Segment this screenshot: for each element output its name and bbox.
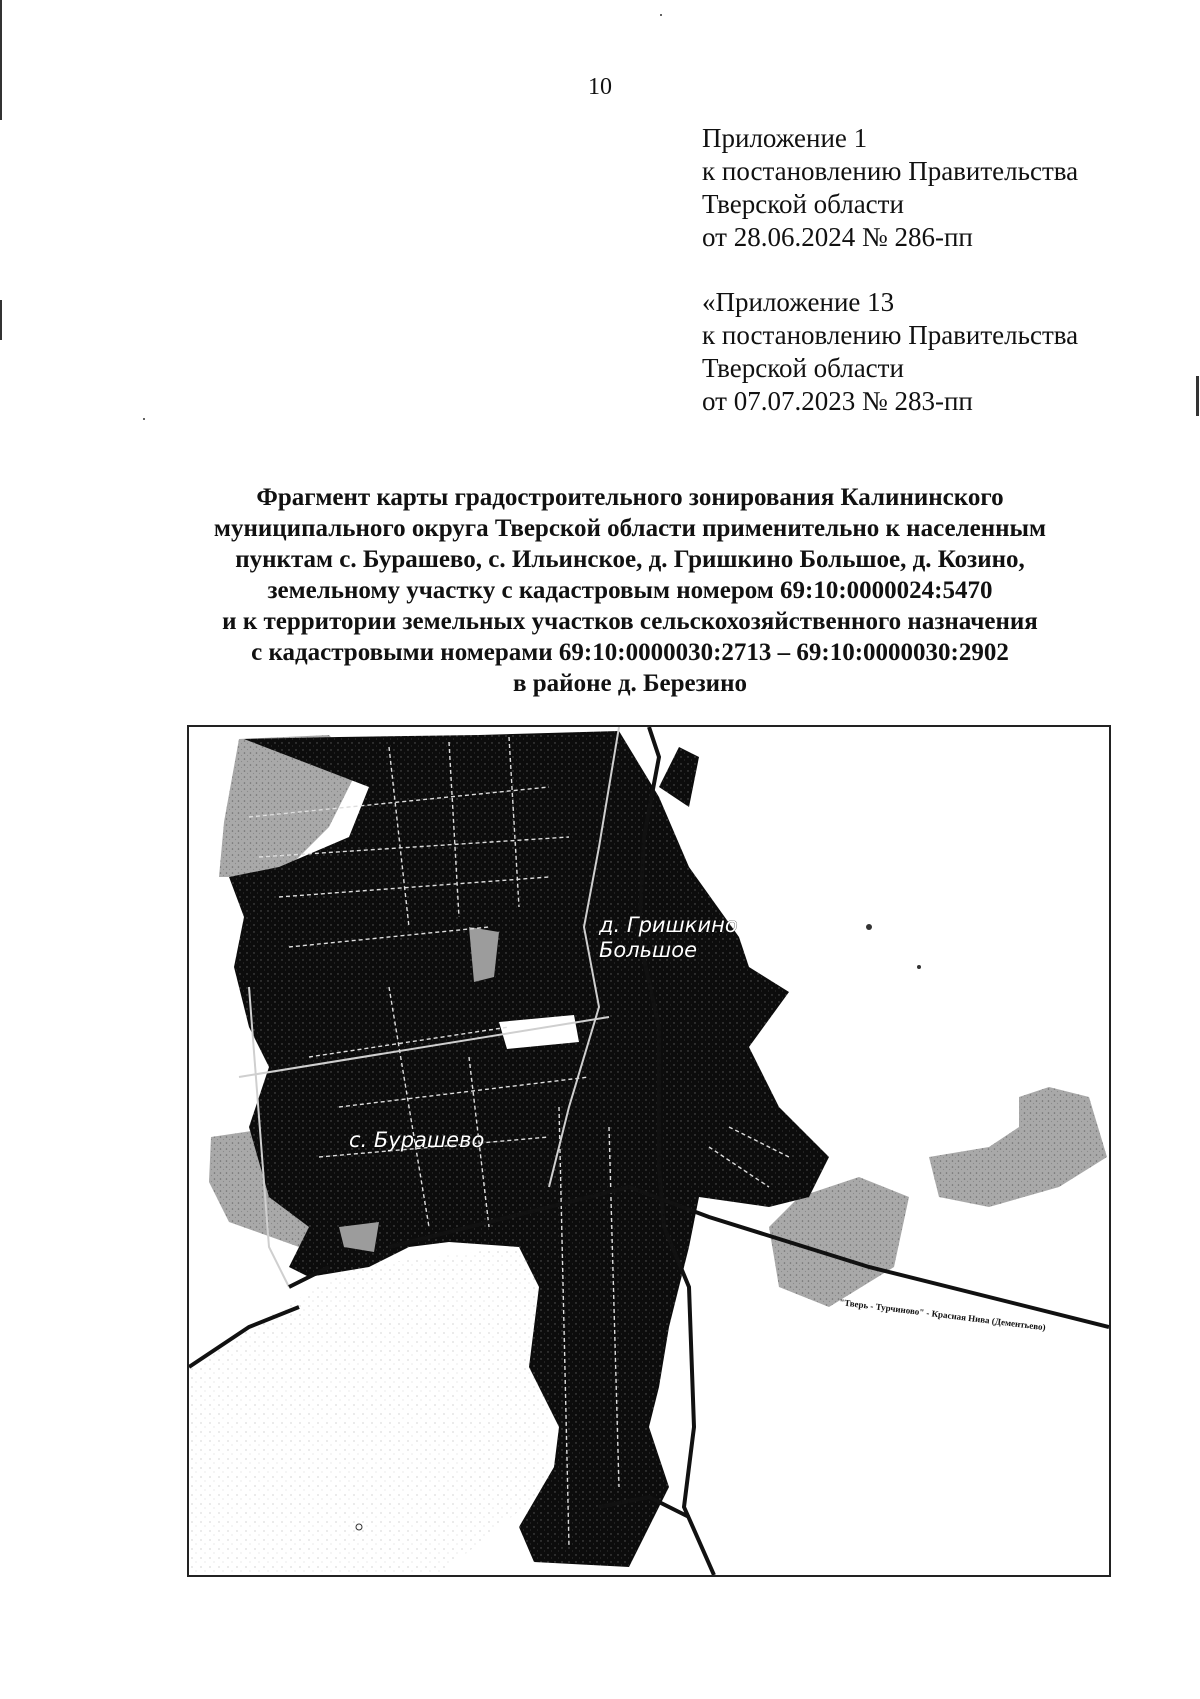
- amended-appendix-header: [702, 286, 1078, 418]
- appendix-ref-line: к постановлению Правительства: [702, 156, 1079, 186]
- field-area: [189, 1247, 549, 1575]
- appendix-header: [702, 122, 1078, 254]
- document-title: [170, 482, 1090, 699]
- appendix-date: от 28.06.2024 № 286-пп: [702, 222, 973, 252]
- settlement-label-grishkino: Большое: [599, 938, 698, 962]
- map-point: [917, 965, 921, 969]
- appendix-ref-line: Тверской области: [702, 353, 904, 383]
- scan-edge-mark: [0, 300, 2, 340]
- page-number: 10: [588, 74, 612, 100]
- appendix-number: «Приложение 13: [702, 287, 895, 317]
- scan-speck: [660, 14, 662, 16]
- title-line: Фрагмент карты градостроительного зонирования Калининского: [256, 484, 1004, 511]
- scan-edge-mark: [0, 0, 2, 120]
- title-line: и к территории земельных участков сельскохозяйственного назначения: [222, 608, 1038, 635]
- settlement-label-grishkino: д. Гришкино: [599, 913, 738, 937]
- appendix-number: Приложение 1: [702, 123, 868, 153]
- zone-grey-east: [929, 1087, 1107, 1207]
- appendix-date: от 07.07.2023 № 283-пп: [702, 386, 973, 416]
- scan-edge-mark: [1196, 376, 1199, 416]
- title-line: муниципального округа Тверской области применительно к населенным: [213, 515, 1047, 542]
- appendix-ref-line: Тверской области: [702, 189, 904, 219]
- zoning-map-drawing: [189, 727, 1109, 1575]
- title-line: земельному участку с кадастровым номером 69:10:0000024:5470: [267, 577, 993, 604]
- zoning-map: [187, 725, 1111, 1577]
- title-line: с кадастровыми номерами 69:10:0000030:2713 – 69:10:0000030:2902: [251, 639, 1009, 666]
- road-label: "Тверь - Турчиново" - Красная Нива (Дементьево): [838, 1297, 1047, 1333]
- map-point: [866, 924, 872, 930]
- title-line: в районе д. Березино: [513, 670, 747, 697]
- scan-speck: [143, 418, 145, 420]
- zone-dense-northeast: [659, 747, 699, 807]
- appendix-ref-line: к постановлению Правительства: [702, 320, 1079, 350]
- settlement-label-burashevo: с. Бурашево: [349, 1128, 485, 1152]
- title-line: пунктам с. Бурашево, с. Ильинское, д. Гришкино Большое, д. Козино,: [235, 546, 1025, 573]
